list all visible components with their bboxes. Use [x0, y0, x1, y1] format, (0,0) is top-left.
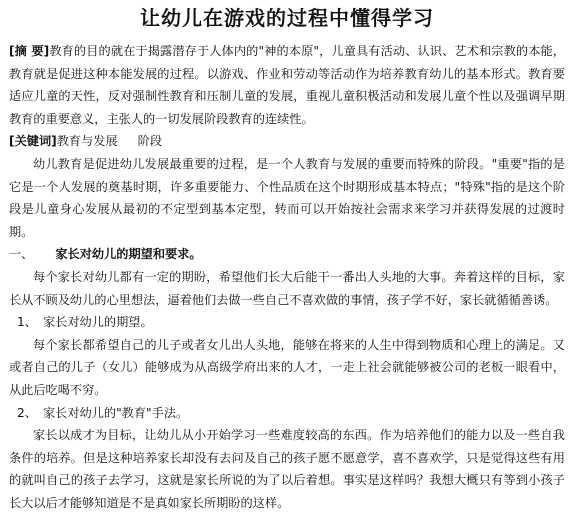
keywords-line — [9, 130, 565, 153]
section-title: 家长对幼儿的期望和要求。 — [55, 247, 202, 262]
abstract-paragraph — [9, 40, 565, 130]
subsection-title: 家长对幼儿的期望。 — [42, 315, 153, 330]
document-title: 让幼儿在游戏的过程中懂得学习 — [140, 6, 434, 30]
subsection-paragraph: 家长以成才为目标，让幼儿从小开始学习一些难度较高的东西。作为培养他们的能力以及一些自我条件的培养。但是这种培养家长却没有去问及自己的孩子愿不愿意学，喜不喜欢学，只是觉得这些有用的就叫自己的孩子去学习，这就是家长所说的为了以后着想。事实是这样吗？我想大概只有等到小孩子长大以后才能够知道是不是真如家长所期盼的这样。 — [9, 428, 565, 510]
section-heading — [9, 243, 565, 266]
subsection-heading — [9, 311, 565, 334]
keyword-item: 阶段 — [137, 134, 163, 149]
subsection-title: 家长对幼儿的"教育"手法。 — [42, 405, 189, 420]
section-number: 一、 — [9, 247, 34, 262]
subsection-number: 2、 — [17, 405, 37, 420]
subsection-number: 1、 — [17, 315, 37, 330]
subsection-heading — [9, 402, 565, 425]
section-paragraph: 每个家长对幼儿都有一定的期盼，希望他们长大后能干一番出人头地的大事。奔着这样的目标，家长从不顾及幼儿的心里想法，逼着他们去做一些自己不喜欢做的事情，孩子学不好，家长就循循善诱。 — [9, 269, 565, 307]
subsection-paragraph: 每个家长都希望自己的儿子或者女儿出人头地，能够在将来的人生中得到物质和心理上的满足。又或者自己的儿子（女儿）能够成为从高级学府出来的人才，一走上社会就能够被公司的老板一眼看中，从此后吃喝不穷。 — [9, 337, 565, 397]
intro-paragraph: 幼儿教育是促进幼儿发展最重要的过程，是一个人教育与发展的重要而特殊的阶段。"重要"指的是它是一个人发展的奠基时期，许多重要能力、个性品质在这个时期形成基本特点；"特殊"指的是这个阶段是儿童身心发展从最初的不定型到基本定型，转而可以开始按社会需求来学习并获得发展的过渡时期。 — [9, 156, 565, 239]
keywords-label: [关键词] — [9, 134, 57, 149]
abstract-text: 教育的目的就在于揭露潜存于人体内的"神的本原"，儿童具有活动、认识、艺术和宗教的本能，教育就是促进这种本能发展的过程。以游戏、作业和劳动等活动作为培养教育幼儿的基本形式。教育要适应儿童的天性，反对强制性教育和压制儿童的发展，重视儿童积极活动和发展儿童个性以及强调早期教育的重要意义，主张人的一切发展阶段教育的连续性。 — [9, 44, 565, 126]
abstract-label: [摘 要] — [9, 44, 50, 58]
keyword-item: 教育与发展 — [56, 134, 118, 149]
